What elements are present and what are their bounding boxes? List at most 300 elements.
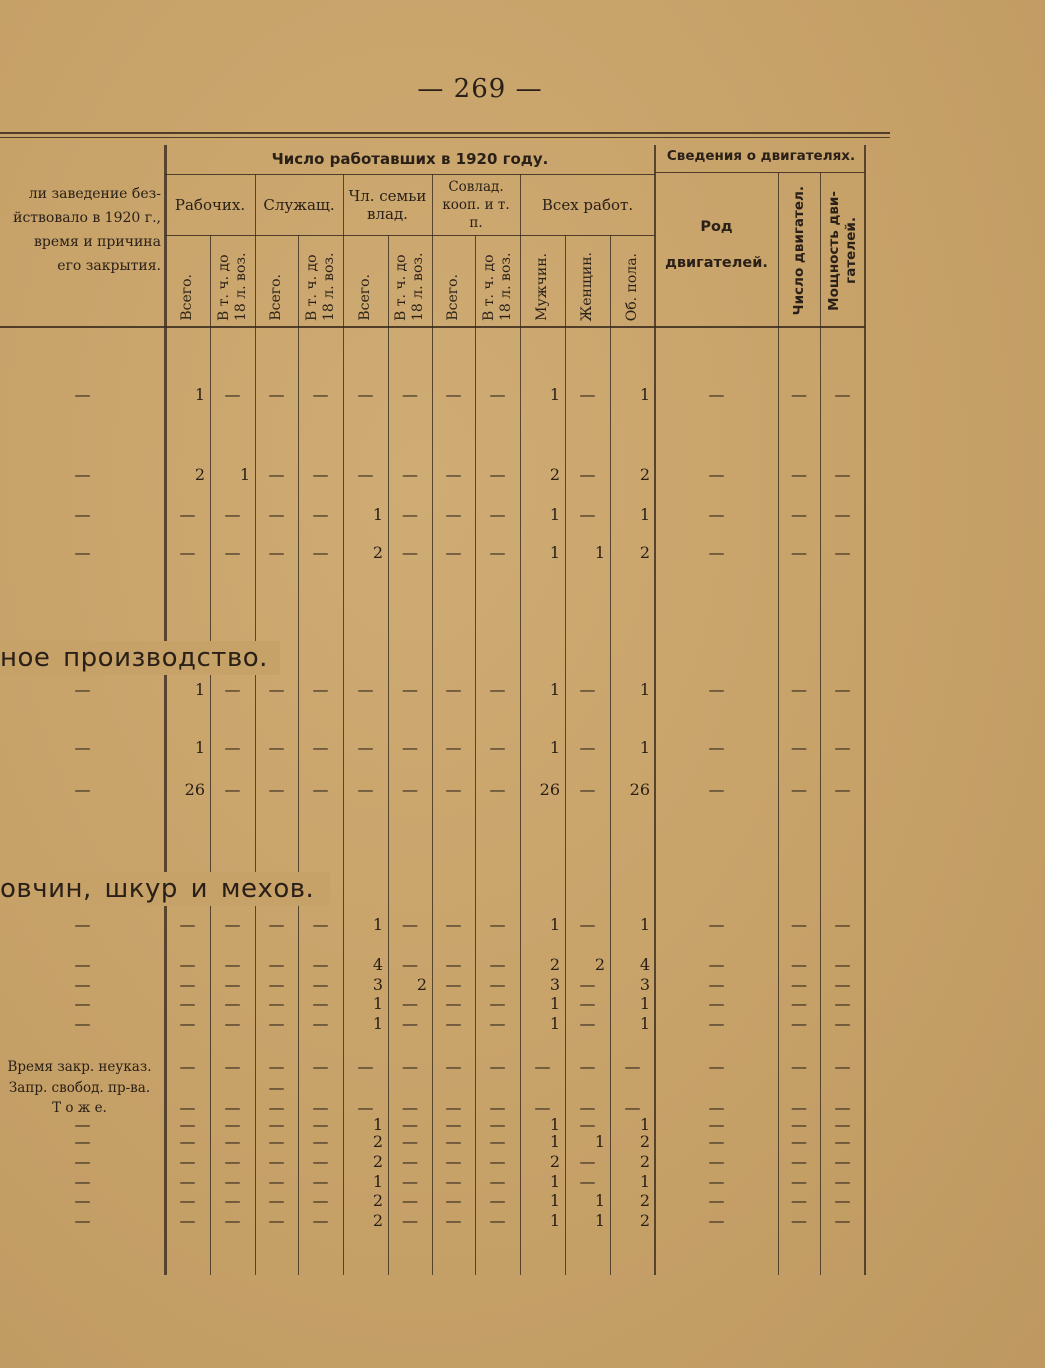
table-cell: — (489, 385, 506, 404)
table-cell: — (312, 994, 329, 1013)
table-cell: — (312, 1172, 329, 1191)
table-cell: — (579, 994, 596, 1013)
table-cell: — (708, 385, 725, 404)
table-cell: — (179, 543, 196, 562)
table-cell: — (445, 1152, 462, 1171)
table-cell: — (708, 1014, 725, 1033)
table-cell: 2 (372, 543, 383, 562)
table-cell: 1 (639, 915, 650, 934)
table-cell: — (489, 994, 506, 1013)
header-closure-line: ли заведение без- (28, 186, 161, 202)
table-cell: — (224, 505, 241, 524)
table-cell: — (357, 465, 374, 484)
section-heading: овчин, шкур и мехов. (0, 872, 330, 906)
table-cell: — (402, 780, 418, 799)
table-cell: — (834, 975, 851, 994)
table-cell: — (834, 1152, 851, 1171)
table-cell: — (312, 680, 329, 699)
table-cell: 2 (372, 1191, 383, 1210)
table-cell: — (708, 505, 725, 524)
table-cell: — (224, 738, 241, 757)
table-cell: — (402, 1191, 418, 1210)
table-cell: — (224, 1098, 241, 1117)
table-cell: — (312, 780, 329, 799)
table-cell: 1 (549, 1172, 560, 1191)
table-cell: — (312, 543, 329, 562)
table-cell: — (179, 1115, 196, 1134)
table-cell: — (791, 1115, 807, 1134)
table-cell: — (791, 1191, 807, 1210)
table-cell: — (402, 680, 418, 699)
row-label-cell: — (74, 780, 91, 799)
row-label-cell: — (74, 994, 91, 1013)
table-cell: — (708, 1057, 725, 1076)
table-cell (210, 1077, 255, 1099)
table-cell: 1 (549, 1211, 560, 1230)
table-row (0, 954, 870, 976)
table-cell: 1 (549, 680, 560, 699)
table-cell: 1 (372, 505, 383, 524)
table-cell: — (791, 1172, 807, 1191)
table-cell: — (579, 680, 596, 699)
table-cell: — (312, 738, 329, 757)
header-workers-title: Число работавших в 1920 году. (271, 150, 549, 168)
row-label-cell: — (74, 465, 91, 484)
header-group-employees: Служащ. (263, 196, 335, 214)
table-row (0, 914, 870, 936)
table-cell: — (579, 1057, 596, 1076)
table-cell: — (312, 1191, 329, 1210)
table-cell: — (579, 1014, 596, 1033)
table-cell: — (791, 994, 807, 1013)
table-cell: — (179, 505, 196, 524)
row-label-cell: Т о ж е. (52, 1100, 107, 1116)
table-cell: 1 (639, 505, 650, 524)
row-label-cell: Запр. свобод. пр-ва. (8, 1080, 151, 1096)
table-cell: 1 (549, 385, 560, 404)
table-cell: — (179, 1211, 196, 1230)
table-cell: — (402, 1152, 418, 1171)
table-cell: 1 (639, 680, 650, 699)
table-cell: — (179, 975, 196, 994)
table-cell: — (445, 680, 462, 699)
table-cell: — (791, 1211, 807, 1230)
table-cell: — (489, 1191, 506, 1210)
table-cell: — (489, 680, 506, 699)
row-label-cell: — (74, 915, 91, 934)
table-cell: — (268, 975, 285, 994)
table-cell: — (312, 1057, 329, 1076)
table-row (0, 384, 870, 406)
table-cell: — (402, 1014, 418, 1033)
row-label-cell: — (74, 1014, 91, 1033)
row-label-cell: — (74, 1132, 91, 1151)
table-cell: — (708, 975, 725, 994)
table-cell: — (268, 505, 285, 524)
table-cell: — (834, 738, 851, 757)
table-cell: 1 (594, 1191, 605, 1210)
table-cell: 1 (639, 1014, 650, 1033)
table-row (0, 1210, 870, 1232)
header-sub-label: В т. ч. до 18 л. воз. (215, 252, 249, 321)
table-cell: — (268, 915, 285, 934)
table-cell: — (224, 915, 241, 934)
table-cell: 1 (194, 385, 205, 404)
table-cell: — (489, 975, 506, 994)
table-cell: — (402, 1211, 418, 1230)
table-row (0, 1013, 870, 1035)
table-cell: 2 (372, 1152, 383, 1171)
row-label-cell: Время закр. неуказ. (7, 1059, 152, 1075)
table-cell: — (268, 385, 285, 404)
header-engine-kind: Род двигателей. (665, 219, 768, 271)
table-cell: — (834, 1172, 851, 1191)
table-cell (343, 1077, 388, 1099)
table-cell: — (445, 1098, 462, 1117)
table-cell: — (489, 505, 506, 524)
table-cell: 1 (639, 1115, 650, 1134)
table-cell: — (834, 1191, 851, 1210)
table-cell: — (708, 780, 725, 799)
table-cell: — (579, 505, 596, 524)
table-cell: — (791, 385, 807, 404)
table-cell (610, 1077, 655, 1099)
section-heading: ное производство. (0, 641, 280, 675)
table-cell: — (534, 1057, 551, 1076)
page-number: — 269 — (417, 74, 543, 104)
table-cell: — (579, 1115, 596, 1134)
table-cell: — (489, 1172, 506, 1191)
table-cell: — (489, 1014, 506, 1033)
header-group-workers: Рабочих. (174, 196, 246, 214)
table-cell: — (224, 1014, 241, 1033)
table-cell: — (834, 915, 851, 934)
table-cell: — (489, 738, 506, 757)
table-cell: 1 (549, 505, 560, 524)
table-cell: — (445, 955, 462, 974)
table-cell: — (791, 1152, 807, 1171)
table-cell: — (179, 1098, 196, 1117)
table-cell: — (445, 465, 462, 484)
table-cell: — (268, 1152, 285, 1171)
table-cell: — (312, 1152, 329, 1171)
table-cell: — (224, 1115, 241, 1134)
header-sub-label: Всего. (179, 274, 195, 321)
table-cell: 1 (594, 1132, 605, 1151)
header-closure-line: его закрытия. (57, 258, 161, 274)
table-cell: — (834, 955, 851, 974)
table-cell: 1 (549, 1191, 560, 1210)
table-cell: — (579, 1098, 596, 1117)
table-cell: — (357, 1098, 374, 1117)
table-cell: — (791, 915, 807, 934)
table-cell (778, 1077, 820, 1099)
table-cell: — (268, 1211, 285, 1230)
table-cell: — (402, 955, 418, 974)
table-cell: — (708, 1098, 725, 1117)
table-cell: — (834, 1057, 851, 1076)
table-cell: 4 (639, 955, 650, 974)
table-cell: — (268, 1014, 285, 1033)
table-cell: 1 (549, 1132, 560, 1151)
table-cell: — (179, 1132, 196, 1151)
table-cell: — (579, 975, 596, 994)
table-cell: — (179, 1152, 196, 1171)
table-cell: 1 (549, 1115, 560, 1134)
table-cell: 26 (629, 780, 650, 799)
table-cell (298, 1077, 343, 1099)
table-cell: — (445, 1211, 462, 1230)
table-cell: — (268, 680, 285, 699)
header-sub-label: Мужчин. (534, 253, 550, 321)
table-cell: 1 (639, 1172, 650, 1191)
row-label-cell: — (74, 1191, 91, 1210)
table-cell: — (624, 1057, 641, 1076)
header-sub-label: В т. ч. до 18 л. воз. (480, 252, 514, 321)
table-cell (565, 1077, 610, 1099)
header-engine-power: Мощность дви- гателей. (825, 191, 859, 311)
table-cell: — (357, 385, 374, 404)
table-cell: 1 (372, 994, 383, 1013)
table-cell: — (268, 1057, 285, 1076)
table-cell: 2 (639, 543, 650, 562)
table-cell: 3 (372, 975, 383, 994)
table-cell: — (312, 915, 329, 934)
table-cell: 2 (639, 1132, 650, 1151)
table-cell: — (268, 738, 285, 757)
table-cell: — (402, 505, 418, 524)
table-cell: — (179, 1172, 196, 1191)
table-cell: 2 (549, 465, 560, 484)
table-row (0, 464, 870, 486)
table-cell: — (489, 465, 506, 484)
table-cell: — (357, 738, 374, 757)
table-cell: — (791, 955, 807, 974)
table-cell: — (791, 738, 807, 757)
table-cell: — (179, 994, 196, 1013)
table-cell: — (179, 955, 196, 974)
table-cell: 26 (539, 780, 560, 799)
table-cell: — (708, 680, 725, 699)
table-cell: — (834, 1132, 851, 1151)
table-cell: — (579, 1152, 596, 1171)
header-sub-label: Всего. (357, 274, 373, 321)
header-engine-count: Число двигател. (790, 186, 807, 316)
table-cell: — (708, 1172, 725, 1191)
table-cell (520, 1077, 565, 1099)
table-cell: — (268, 465, 285, 484)
table-cell: — (579, 465, 596, 484)
table-cell: 1 (549, 915, 560, 934)
header-sub-label: Всего. (268, 274, 284, 321)
table-cell: 1 (372, 1115, 383, 1134)
table-cell: 3 (639, 975, 650, 994)
table-cell: — (402, 543, 418, 562)
table-cell: — (224, 780, 241, 799)
table-cell: — (402, 915, 418, 934)
table-cell: — (312, 505, 329, 524)
table-cell: — (834, 465, 851, 484)
table-cell: 1 (639, 738, 650, 757)
table-cell: — (791, 1098, 807, 1117)
table-cell: 4 (372, 955, 383, 974)
table-cell: — (708, 915, 725, 934)
header-group-all-workers: Всех работ. (541, 196, 634, 214)
table-cell: — (579, 738, 596, 757)
table-cell: — (445, 1014, 462, 1033)
table-row (0, 1151, 870, 1173)
table-cell: — (312, 465, 329, 484)
table-cell: — (708, 994, 725, 1013)
table-cell: — (357, 1057, 374, 1076)
table-cell: — (402, 1132, 418, 1151)
table-cell: — (445, 1172, 462, 1191)
table-cell: 1 (239, 465, 250, 484)
table-row (0, 504, 870, 526)
table-cell: 2 (639, 1152, 650, 1171)
table-cell: — (445, 1057, 462, 1076)
table-cell: — (268, 1132, 285, 1151)
table-cell: — (268, 780, 285, 799)
table-cell: — (224, 1152, 241, 1171)
row-label-cell: — (74, 505, 91, 524)
table-cell: — (489, 1098, 506, 1117)
row-label-cell: — (74, 1172, 91, 1191)
table-cell: 2 (549, 1152, 560, 1171)
table-cell: — (445, 975, 462, 994)
table-cell: — (268, 543, 285, 562)
table-cell: — (791, 780, 807, 799)
table-row (0, 1131, 870, 1153)
table-cell: — (312, 1014, 329, 1033)
table-cell: — (791, 1132, 807, 1151)
table-cell: — (834, 1098, 851, 1117)
table-cell: — (224, 1211, 241, 1230)
table-cell: 1 (372, 1172, 383, 1191)
table-cell: — (445, 994, 462, 1013)
table-cell: — (268, 1172, 285, 1191)
table-cell: — (445, 385, 462, 404)
table-cell: — (834, 680, 851, 699)
table-cell: — (402, 1115, 418, 1134)
table-cell: 2 (372, 1211, 383, 1230)
table-cell: 1 (372, 1014, 383, 1033)
table-cell: — (224, 543, 241, 562)
table-cell: 3 (549, 975, 560, 994)
table-cell: — (708, 738, 725, 757)
table-cell: — (402, 1098, 418, 1117)
table-cell: — (224, 1132, 241, 1151)
table-cell: — (791, 975, 807, 994)
table-cell: — (402, 738, 418, 757)
table-cell: 2 (639, 1191, 650, 1210)
table-cell: — (224, 1057, 241, 1076)
table-cell: 1 (372, 915, 383, 934)
table-cell: — (268, 1078, 285, 1097)
table-cell: — (179, 1057, 196, 1076)
table-cell: — (489, 1211, 506, 1230)
table-cell: — (445, 1115, 462, 1134)
header-group-family: Чл. семьи влад. (348, 187, 427, 223)
header-sub-label: Об. пола. (624, 252, 640, 321)
table-cell: 1 (639, 385, 650, 404)
table-cell: — (312, 385, 329, 404)
table-row (0, 1077, 870, 1099)
table-cell: — (579, 780, 596, 799)
table-cell: — (708, 1132, 725, 1151)
header-closure-line: йствовало в 1920 г., (13, 210, 161, 226)
table-cell: 1 (594, 543, 605, 562)
table-row (0, 737, 870, 759)
table-row (0, 779, 870, 801)
table-cell (475, 1077, 520, 1099)
header-sub-label: Всего. (445, 274, 461, 321)
table-cell: — (224, 1191, 241, 1210)
table-cell: — (834, 994, 851, 1013)
table-cell: — (312, 955, 329, 974)
table-cell: 1 (549, 543, 560, 562)
table-cell: — (224, 955, 241, 974)
table-cell: — (445, 915, 462, 934)
table-row (0, 1190, 870, 1212)
row-label-cell: — (74, 1211, 91, 1230)
table-cell (820, 1077, 865, 1099)
table-cell: — (834, 543, 851, 562)
table-cell: — (402, 1057, 418, 1076)
table-cell (655, 1077, 778, 1099)
table-cell: 1 (594, 1211, 605, 1230)
table-row (0, 1056, 870, 1078)
table-cell: — (312, 1132, 329, 1151)
table-cell: 1 (549, 738, 560, 757)
table-cell: — (489, 1115, 506, 1134)
table-cell: — (445, 505, 462, 524)
table-cell: — (791, 505, 807, 524)
row-label-cell: — (74, 1115, 91, 1134)
row-label-cell: — (74, 955, 91, 974)
table-cell: — (708, 1115, 725, 1134)
table-cell: 2 (416, 975, 427, 994)
header-sub-label: Женщин. (579, 251, 595, 321)
table-cell: — (834, 780, 851, 799)
table-cell: — (357, 680, 374, 699)
table-cell: 1 (194, 738, 205, 757)
table-cell: 2 (372, 1132, 383, 1151)
header-group-coowners: Совлад. кооп. и т. п. (442, 179, 510, 231)
table-cell: 1 (639, 994, 650, 1013)
table-cell: 1 (549, 994, 560, 1013)
table-cell (165, 1077, 210, 1099)
table-cell (432, 1077, 475, 1099)
row-label-cell: — (74, 738, 91, 757)
table-cell: — (402, 994, 418, 1013)
table-cell: — (312, 975, 329, 994)
table-cell: — (268, 1191, 285, 1210)
table-cell: — (402, 465, 418, 484)
table-cell: 2 (639, 465, 650, 484)
table-cell: 2 (639, 1211, 650, 1230)
table-cell: — (445, 1191, 462, 1210)
table-cell: — (708, 465, 725, 484)
table-cell: — (579, 385, 596, 404)
table-cell: — (445, 543, 462, 562)
table-cell: — (791, 680, 807, 699)
table-cell: — (579, 915, 596, 934)
table-cell: — (708, 543, 725, 562)
row-label-cell: — (74, 680, 91, 699)
table-cell: — (224, 994, 241, 1013)
table-cell: — (268, 1098, 285, 1117)
